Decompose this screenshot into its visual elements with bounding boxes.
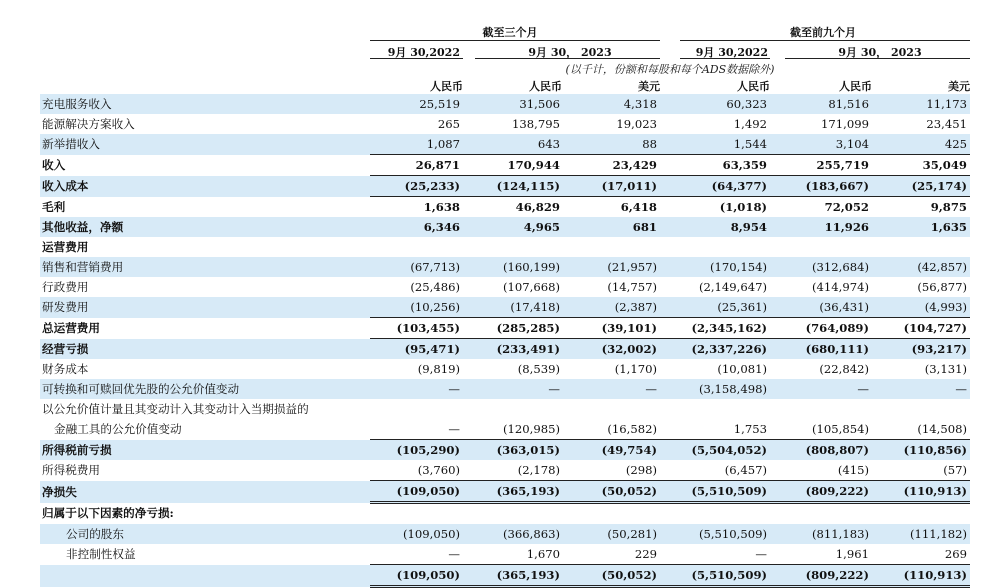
cell: (25,174) [872, 176, 970, 197]
cell: — [872, 379, 970, 399]
row-label: 金融工具的公允价值变动 [54, 422, 182, 437]
row-label [40, 565, 370, 587]
cell: 265 [437, 117, 460, 131]
cell: 6,418 [563, 197, 660, 218]
row-label: 总运营费用 [42, 321, 100, 335]
cell: (25,486) [410, 280, 460, 294]
cell: (680,111) [770, 339, 872, 360]
cell: (10,081) [717, 362, 767, 376]
cell: 35,049 [872, 155, 970, 176]
row-company-shareholders [40, 524, 970, 544]
cell: (50,281) [563, 524, 660, 544]
cell: 1,670 [526, 547, 560, 561]
nine-month-rule [680, 40, 970, 41]
cell: 138,795 [512, 117, 560, 131]
cell: (170,154) [660, 257, 770, 277]
cell: (764,089) [770, 318, 872, 339]
cell [370, 237, 463, 257]
cell: 3,104 [770, 134, 872, 155]
row-fvtpl-heading [40, 399, 970, 419]
cell: (107,668) [503, 280, 560, 294]
cell: (110,913) [872, 481, 970, 503]
cell: 19,023 [616, 117, 657, 131]
cell: (1,018) [660, 197, 770, 218]
cell [660, 399, 770, 419]
row-label: 销售和营销费用 [40, 257, 370, 277]
row-label: 非控制性权益 [66, 547, 136, 562]
cell: 4,965 [463, 217, 563, 237]
cell: (36,431) [770, 297, 872, 318]
cell: (120,985) [503, 422, 560, 436]
cell: (2,337,226) [660, 339, 770, 360]
cell: 643 [463, 134, 563, 155]
cell: (285,285) [463, 318, 563, 339]
row-net-loss-total [40, 565, 970, 587]
row-label: 其他收益，净额 [40, 217, 370, 237]
cell: 26,871 [370, 155, 463, 176]
cell: 11,173 [872, 94, 970, 114]
cell: (95,471) [370, 339, 463, 360]
row-loss-before-tax [40, 440, 970, 461]
cell: (365,193) [463, 481, 563, 503]
cell: (183,667) [770, 176, 872, 197]
cell: 11,926 [770, 217, 872, 237]
cell: 60,323 [660, 94, 770, 114]
cell: (5,510,509) [660, 481, 770, 503]
cell: (111,182) [872, 524, 970, 544]
row-revenue [40, 155, 970, 176]
cell: 23,451 [926, 117, 967, 131]
currency-col-6: 美元 [948, 80, 970, 93]
row-other-income [40, 217, 970, 237]
date-2023-q: 9月 30， 2023 [528, 46, 612, 59]
cell: — [563, 379, 660, 399]
cell: (2,178) [517, 463, 560, 477]
cell [770, 503, 872, 525]
cell: (365,193) [463, 565, 563, 587]
cell: 88 [563, 134, 660, 155]
cell: (16,582) [607, 422, 657, 436]
date-2022-9m: 9月 30,2022 [695, 46, 768, 59]
cell: 229 [634, 547, 657, 561]
cell: 25,519 [370, 94, 463, 114]
currency-col-2: 人民币 [529, 80, 562, 93]
cell: (5,504,052) [660, 440, 770, 461]
cell: (808,807) [770, 440, 872, 461]
date-rule-2 [475, 58, 660, 59]
row-selling-marketing [40, 257, 970, 277]
cell: (25,361) [660, 297, 770, 318]
row-research-development [40, 297, 970, 318]
cell: (93,217) [872, 339, 970, 360]
cell [660, 503, 770, 525]
cell [563, 399, 660, 419]
row-label: 所得税费用 [42, 463, 100, 478]
cell: (50,052) [563, 565, 660, 587]
cell: 1,544 [660, 134, 770, 155]
cell: (3,131) [924, 362, 967, 376]
cell: (103,455) [370, 318, 463, 339]
row-label: 所得税前亏损 [40, 440, 370, 461]
cell: (104,727) [872, 318, 970, 339]
cell: — [463, 379, 563, 399]
row-label: 净损失 [40, 481, 370, 503]
cell: (110,913) [872, 565, 970, 587]
cell: (50,052) [563, 481, 660, 503]
date-rule-3 [680, 58, 770, 59]
cell [660, 237, 770, 257]
row-label: 财务成本 [42, 362, 89, 376]
income-statement-table [40, 94, 970, 588]
cell: (809,222) [770, 565, 872, 587]
cell: (6,457) [724, 463, 767, 477]
cell: (366,863) [463, 524, 563, 544]
cell: (109,050) [370, 481, 463, 503]
cell: 23,429 [563, 155, 660, 176]
unit-note: (以千计，份额和每股和每个ADS数据除外) [565, 63, 775, 76]
cell: (110,856) [872, 440, 970, 461]
row-label: 毛利 [42, 199, 66, 214]
cell [370, 399, 463, 419]
row-energy-revenue [40, 114, 970, 134]
cell: (22,842) [819, 362, 869, 376]
cell: (25,233) [370, 176, 463, 197]
cell: (1,170) [614, 362, 657, 376]
row-net-loss [40, 481, 970, 503]
row-label: 充电服务收入 [40, 94, 370, 114]
row-operating-loss [40, 339, 970, 360]
cell: (363,015) [463, 440, 563, 461]
cell [563, 503, 660, 525]
cell: 1,753 [733, 422, 767, 436]
currency-col-1: 人民币 [430, 80, 463, 93]
cell: (17,011) [563, 176, 660, 197]
row-label: 经营亏损 [40, 339, 370, 360]
cell: (17,418) [463, 297, 563, 318]
cell: (2,387) [563, 297, 660, 318]
currency-col-3: 美元 [638, 80, 660, 93]
cell: (14,757) [607, 280, 657, 294]
cell [370, 503, 463, 525]
cell: (21,957) [563, 257, 660, 277]
cell: 1,492 [733, 117, 767, 131]
cell: (8,539) [517, 362, 560, 376]
cell: (64,377) [660, 176, 770, 197]
row-non-controlling-interest [40, 544, 970, 565]
cell: (2,149,647) [698, 280, 767, 294]
row-administrative [40, 277, 970, 297]
cell: (49,754) [563, 440, 660, 461]
row-new-initiatives-revenue [40, 134, 970, 155]
cell: 9,875 [872, 197, 970, 218]
row-operating-expenses-heading [40, 237, 970, 257]
cell: 171,099 [821, 117, 869, 131]
cell [463, 503, 563, 525]
cell: (9,819) [417, 362, 460, 376]
cell: (4,993) [872, 297, 970, 318]
cell: (3,158,498) [660, 379, 770, 399]
row-label: 收入 [42, 158, 66, 172]
row-preferred-shares-fv-change [40, 379, 970, 399]
cell [563, 237, 660, 257]
cell: 1,635 [872, 217, 970, 237]
cell: (57) [943, 463, 967, 477]
date-rule-1 [370, 58, 463, 59]
cell: (105,854) [812, 422, 869, 436]
cell: (415) [837, 463, 869, 477]
cell: 6,346 [370, 217, 463, 237]
three-month-rule [370, 40, 660, 41]
cell: (14,508) [917, 422, 967, 436]
cell: (42,857) [872, 257, 970, 277]
row-cost-of-revenue [40, 176, 970, 197]
cell [463, 399, 563, 419]
cell: 63,359 [660, 155, 770, 176]
row-label: 归属于以下因素的净亏损: [42, 506, 174, 521]
cell: (3,760) [417, 463, 460, 477]
row-gross-profit [40, 197, 970, 218]
cell: (2,345,162) [660, 318, 770, 339]
row-label: 运营费用 [42, 240, 89, 254]
nine-month-title: 截至前九个月 [790, 26, 856, 39]
row-financial-instruments-fv-change [40, 419, 970, 440]
cell: (414,974) [812, 280, 869, 294]
row-label: 研发费用 [40, 297, 370, 318]
date-rule-4 [785, 58, 970, 59]
cell: 269 [944, 547, 967, 561]
row-total-operating-expenses [40, 318, 970, 339]
cell: (5,510,509) [660, 565, 770, 587]
row-income-tax [40, 460, 970, 481]
cell: 170,944 [463, 155, 563, 176]
cell [770, 399, 872, 419]
cell: (312,684) [770, 257, 872, 277]
row-label: 公司的股东 [40, 524, 370, 544]
cell: 681 [563, 217, 660, 237]
row-attributable-heading [40, 503, 970, 525]
cell: 1,961 [835, 547, 869, 561]
cell: 8,954 [660, 217, 770, 237]
row-label: 可转换和可赎回优先股的公允价值变动 [40, 379, 370, 399]
cell: — [448, 547, 460, 561]
cell: — [755, 547, 767, 561]
row-finance-cost [40, 359, 970, 379]
cell: (56,877) [917, 280, 967, 294]
three-month-title: 截至三个月 [482, 26, 538, 39]
date-2022-q: 9月 30,2022 [387, 46, 460, 59]
cell: 4,318 [563, 94, 660, 114]
row-label: 以公允价值计量且其变动计入其变动计入当期损益的 [42, 402, 309, 416]
cell: 255,719 [770, 155, 872, 176]
cell: 31,506 [463, 94, 563, 114]
cell: (298) [625, 463, 657, 477]
date-2023-9m: 9月 30， 2023 [838, 46, 922, 59]
cell [872, 503, 970, 525]
cell: (105,290) [370, 440, 463, 461]
cell [770, 237, 872, 257]
cell: (809,222) [770, 481, 872, 503]
cell: 1,638 [370, 197, 463, 218]
row-label: 能源解决方案收入 [42, 117, 135, 131]
cell: (10,256) [370, 297, 463, 318]
cell: 81,516 [770, 94, 872, 114]
cell: — [370, 379, 463, 399]
cell: (811,183) [770, 524, 872, 544]
row-label: 行政费用 [42, 280, 89, 294]
cell: (124,115) [463, 176, 563, 197]
cell: 46,829 [463, 197, 563, 218]
currency-col-4: 人民币 [737, 80, 770, 93]
currency-col-5: 人民币 [839, 80, 872, 93]
cell: 425 [872, 134, 970, 155]
cell: (109,050) [370, 524, 463, 544]
cell: (109,050) [370, 565, 463, 587]
cell: 1,087 [370, 134, 463, 155]
cell: — [448, 422, 460, 436]
cell: (5,510,509) [660, 524, 770, 544]
cell [463, 237, 563, 257]
cell: (160,199) [463, 257, 563, 277]
cell: 72,052 [770, 197, 872, 218]
cell: — [770, 379, 872, 399]
cell: (67,713) [370, 257, 463, 277]
row-label: 新举措收入 [40, 134, 370, 155]
cell: (39,101) [563, 318, 660, 339]
row-charging-revenue [40, 94, 970, 114]
row-label: 收入成本 [40, 176, 370, 197]
cell [872, 399, 970, 419]
cell: (233,491) [463, 339, 563, 360]
cell: (32,002) [563, 339, 660, 360]
cell [872, 237, 970, 257]
